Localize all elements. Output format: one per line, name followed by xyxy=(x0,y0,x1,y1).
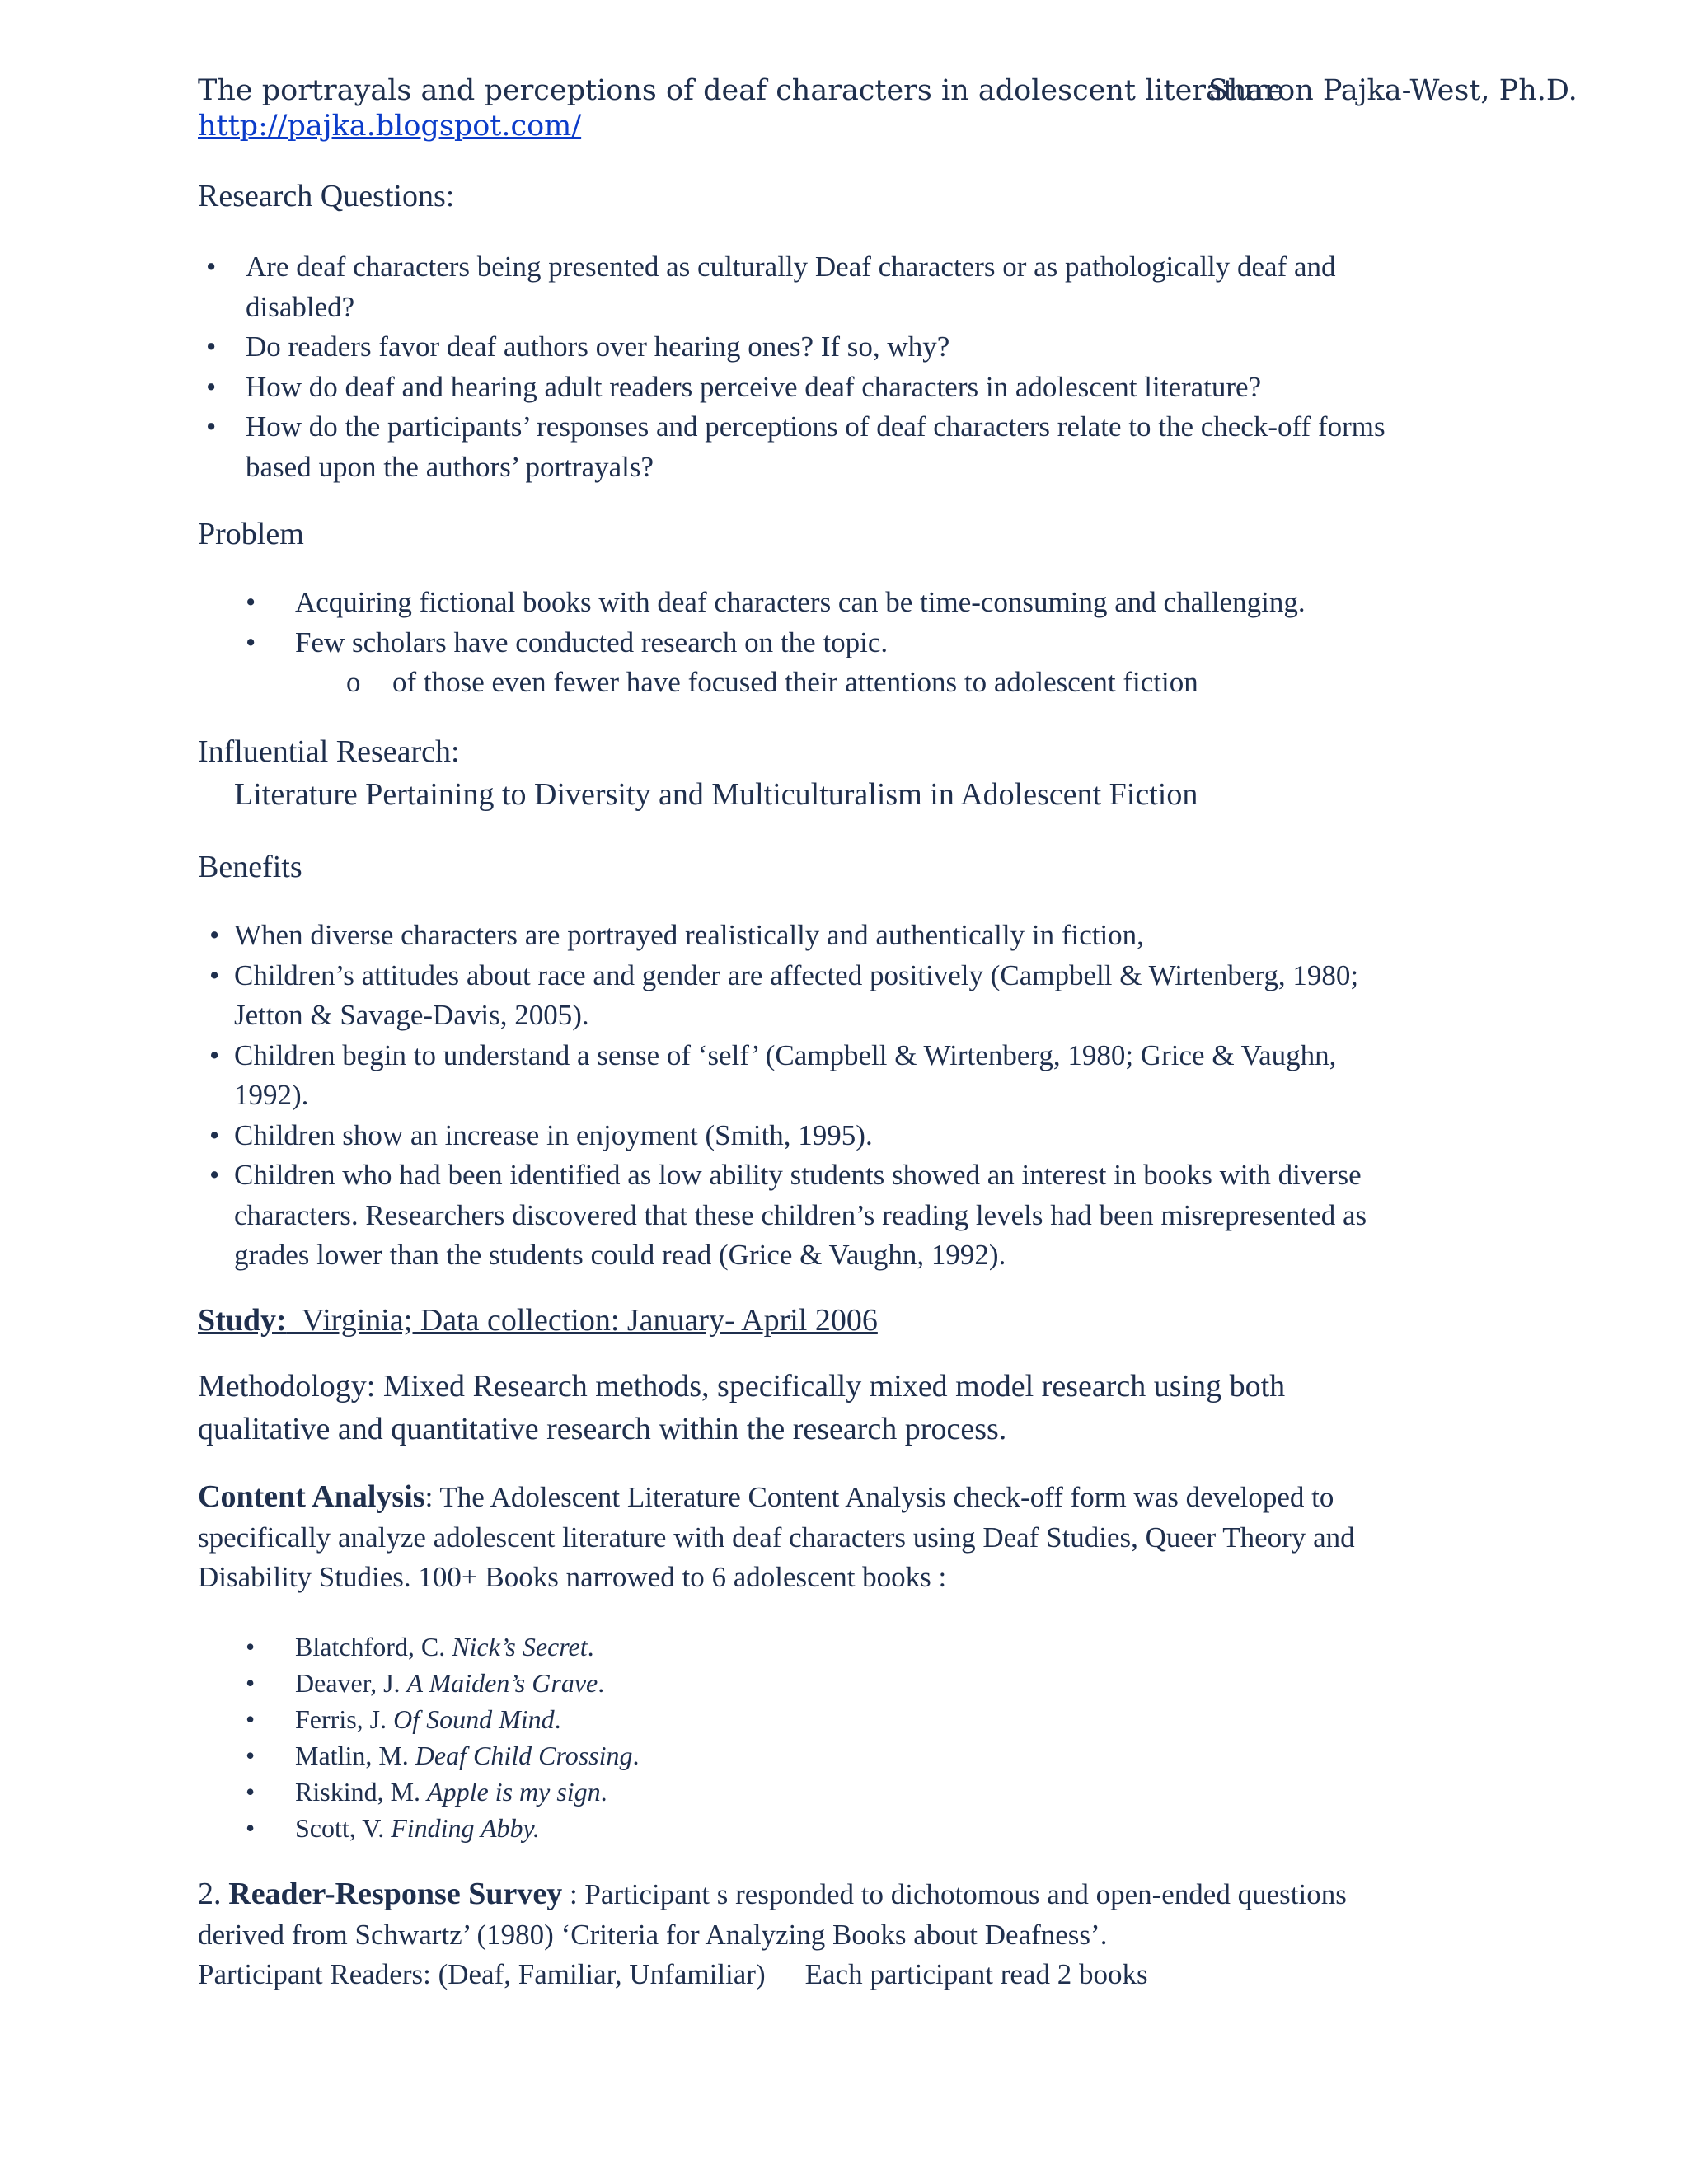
bullet-icon: • xyxy=(246,1741,256,1770)
blog-link[interactable]: http://pajka.blogspot.com/ xyxy=(198,110,582,143)
book-item: • Deaver, J. A Maiden’s Grave. xyxy=(295,1665,640,1701)
list-item: characters. Researchers discovered that these children’s reading levels had been misrepresented as xyxy=(234,1198,1367,1231)
book-item: • Matlin, M. Deaf Child Crossing. xyxy=(295,1737,640,1774)
bullet-icon: • xyxy=(206,251,217,283)
bullet-icon: • xyxy=(246,1813,256,1843)
document-title: The portrayals and perceptions of deaf characters in adolescent literature xyxy=(198,74,1284,107)
methodology-paragraph xyxy=(198,1365,1434,1451)
bullet-icon: • xyxy=(206,370,217,403)
bullet-icon: • xyxy=(246,1632,256,1661)
research-questions-heading: Research Questions: xyxy=(198,179,455,213)
influential-research-heading: Influential Research: xyxy=(198,734,460,769)
book-item: • Riskind, M. Apple is my sign. xyxy=(295,1774,640,1810)
bullet-icon: • xyxy=(246,1704,256,1734)
bullet-icon: • xyxy=(246,1668,256,1698)
book-item: • Scott, V. Finding Abby. xyxy=(295,1810,640,1846)
book-item: • Ferris, J. Of Sound Mind. xyxy=(295,1701,640,1737)
reader-response-label: Reader-Response Survey xyxy=(228,1877,563,1911)
bullet-icon: • xyxy=(209,919,220,951)
methodology-line-2: qualitative and quantitative research within the research process. xyxy=(198,1412,1007,1446)
list-item: • Do readers favor deaf authors over hearing ones? If so, why? xyxy=(246,327,1386,368)
influential-research-subheading: Literature Pertaining to Diversity and Multiculturalism in Adolescent Fiction xyxy=(234,777,1198,812)
list-item: disabled? xyxy=(246,290,355,323)
bullet-icon: • xyxy=(206,330,217,363)
list-item: Jetton & Savage-Davis, 2005). xyxy=(234,999,589,1031)
problem-heading: Problem xyxy=(198,517,304,551)
list-item: • Children’s attitudes about race and gender are affected positively (Campbell & Wirtenberg, 1980; xyxy=(234,956,1367,996)
bullet-icon: • xyxy=(209,1118,220,1151)
book-item: • Blatchford, C. Nick’s Secret. xyxy=(295,1629,640,1665)
list-item: 1992). xyxy=(234,1079,309,1111)
reader-response-paragraph: 2. Reader-Response Survey : Participant s responded to dichotomous and open-ended questions derived from Schwartz’ (1980) ‘Criteria for Analyzing Books about Deafness’. Participant Readers: (Deaf, Familiar, Unfamiliar) Each participant read 2 books xyxy=(198,1877,1347,1990)
books-list xyxy=(246,1629,640,1846)
list-item: • When diverse characters are portrayed realistically and authentically in fiction, xyxy=(234,916,1367,956)
list-item: • Children who had been identified as low ability students showed an interest in books with diverse xyxy=(234,1155,1367,1196)
bullet-icon: • xyxy=(246,626,256,658)
list-item: • Are deaf characters being presented as culturally Deaf characters or as pathologically deaf and xyxy=(246,247,1386,288)
study-text: Virginia; Data collection: January- April 2006 xyxy=(302,1303,878,1338)
list-item: grades lower than the students could read (Grice & Vaughn, 1992). xyxy=(234,1239,1006,1271)
list-item: • How do the participants’ responses and perceptions of deaf characters relate to the check-off forms xyxy=(246,407,1386,448)
study-line xyxy=(198,1302,878,1338)
bullet-icon: • xyxy=(209,1038,220,1071)
study-label: Study: xyxy=(198,1303,287,1338)
bullet-icon: • xyxy=(246,586,256,618)
methodology-line-1: Methodology: Mixed Research methods, specifically mixed model research using both xyxy=(198,1369,1286,1404)
document-author: Sharon Pajka-West, Ph.D. xyxy=(1208,74,1578,107)
content-analysis-label: Content Analysis xyxy=(198,1479,425,1514)
list-item: • Acquiring fictional books with deaf characters can be time-consuming and challenging. xyxy=(295,583,1306,623)
list-item: • Children show an increase in enjoyment (Smith, 1995). xyxy=(234,1116,1367,1156)
bullet-icon: • xyxy=(209,958,220,991)
research-questions-list xyxy=(206,247,1386,487)
list-item: • Few scholars have conducted research on the topic. xyxy=(295,623,1306,663)
content-analysis-paragraph: Content Analysis: The Adolescent Literature Content Analysis check-off form was developed to specifically analyze adolescent literature with deaf characters using Deaf Studies, Queer Theory and Disability Studies. 100+ Books narrowed to 6 adolescent books : xyxy=(198,1479,1355,1593)
circle-bullet-icon: o xyxy=(346,666,361,698)
list-item: based upon the authors’ portrayals? xyxy=(246,450,654,483)
problem-list xyxy=(246,583,1306,703)
list-item: • How do deaf and hearing adult readers perceive deaf characters in adolescent literature? xyxy=(246,368,1386,408)
benefits-heading: Benefits xyxy=(198,850,302,884)
list-item: • Children begin to understand a sense of ‘self’ (Campbell & Wirtenberg, 1980; Grice & Vaughn, xyxy=(234,1036,1367,1076)
bullet-icon: • xyxy=(209,1159,220,1191)
list-item: o of those even fewer have focused their attentions to adolescent fiction xyxy=(295,663,1306,703)
benefits-list xyxy=(209,916,1367,1276)
bullet-icon: • xyxy=(206,410,217,443)
bullet-icon: • xyxy=(246,1777,256,1807)
